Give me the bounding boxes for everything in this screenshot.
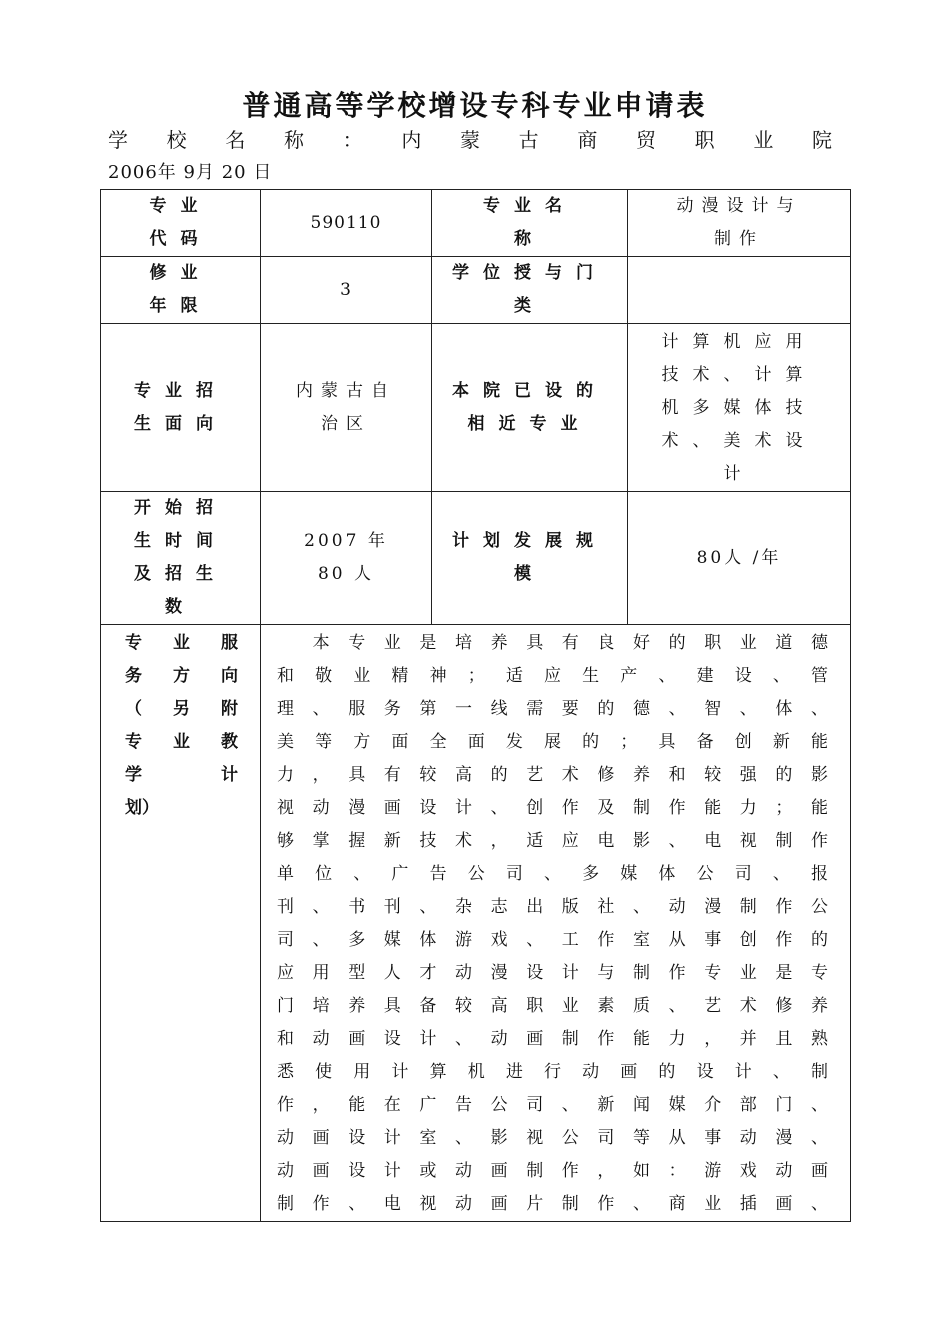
description-line: 够掌握新技术，适应电影、电视制作: [277, 831, 828, 851]
description-line: 和敬业精神；适应生产、建设、管: [277, 666, 828, 686]
value-line: 术、美术设: [661, 431, 817, 451]
value-line: 计: [723, 464, 755, 484]
label-line: 及招生: [134, 564, 227, 584]
start-enrollment-value: [261, 492, 432, 625]
label-line: 专业教: [125, 732, 238, 752]
description-line: 门培养具备较高职业素质、艺术修养: [277, 996, 828, 1016]
value-line: 80 人: [317, 564, 375, 584]
label-line: 计划发展规: [452, 531, 607, 551]
description-line: 单位、广告公司、多媒体公司、报: [277, 864, 828, 884]
label-line: 本院已设的: [452, 380, 607, 401]
description-line: 理、服务第一线需要的德、智、体、: [277, 699, 828, 719]
application-table: [100, 189, 851, 1222]
row-start-enrollment: [101, 492, 851, 625]
label-line: 划）: [125, 798, 159, 818]
label-line: 称: [514, 229, 545, 249]
label-line: 专业: [149, 196, 212, 216]
description-line: 司、多媒体游戏、工作室从事创作的: [277, 930, 828, 950]
description-line: 力，具有较高的艺术修养和较强的影: [277, 765, 828, 785]
major-code-value: 590110: [261, 190, 432, 257]
service-direction-description: [261, 625, 851, 1222]
row-major-code: [101, 190, 851, 257]
label-line: 生时间: [134, 531, 227, 551]
major-name-label: [432, 190, 628, 257]
label-line: 专业招: [134, 380, 227, 401]
label-line: 修业: [149, 263, 212, 283]
enrollment-region-label: [101, 324, 261, 492]
label-line: 数: [165, 597, 196, 617]
row-study-years: [101, 257, 851, 324]
description-line: 和动画设计、动画制作能力，并且熟: [277, 1029, 828, 1049]
description-line: 动画设计或动画制作，如：游戏动画: [277, 1161, 828, 1181]
label-line: 专业名: [483, 196, 576, 216]
row-service-direction: [101, 625, 851, 1222]
label-line: 模: [514, 564, 545, 584]
major-name-value: [628, 190, 851, 257]
description-line: 视动漫画设计、创作及制作能力；能: [277, 798, 828, 818]
date-line: 2006年 9月 20 日: [108, 162, 273, 183]
value-line: 内蒙古自: [296, 380, 396, 401]
value-line: 2007 年: [304, 531, 388, 551]
label-line: 务方向: [125, 666, 238, 686]
label-line: 类: [514, 296, 545, 316]
study-years-label: [101, 257, 261, 324]
description-line: 本专业是培养具有良好的职业道德: [277, 633, 828, 653]
label-line: 专业服: [125, 633, 238, 653]
value-line: 动漫设计与: [676, 196, 802, 216]
label-line: 生面向: [134, 413, 227, 434]
service-direction-label: [101, 625, 261, 1222]
development-plan-label: [432, 492, 628, 625]
description-line: 制作、电视动画片制作、商业插画、: [277, 1194, 828, 1214]
label-line: （另附: [125, 699, 238, 719]
value-line: 治区: [321, 413, 371, 434]
description-line: 作，能在广告公司、新闻媒介部门、: [277, 1095, 828, 1115]
description-line: 应用型人才动漫设计与制作专业是专: [277, 963, 828, 983]
degree-category-label: [432, 257, 628, 324]
label-line: 相近专业: [467, 413, 592, 434]
related-majors-label: [432, 324, 628, 492]
study-years-value: 3: [261, 257, 432, 324]
description-line: 动画设计室、影视公司等从事动漫、: [277, 1128, 828, 1148]
major-code-label: [101, 190, 261, 257]
school-name-line: 学校名称：内蒙古商贸职业院: [108, 128, 832, 152]
label-line: 年限: [149, 296, 212, 316]
value-line: 机多媒体技: [661, 398, 817, 418]
start-enrollment-label: [101, 492, 261, 625]
description-line: 美等方面全面发展的；具备创新能: [277, 732, 828, 752]
row-enrollment-region: [101, 324, 851, 492]
label-line: 学位授与门: [452, 263, 607, 283]
description-line: 悉使用计算机进行动画的设计、制: [277, 1062, 828, 1082]
value-line: 计算机应用: [661, 332, 817, 352]
description-line: 刊、书刊、杂志出版社、动漫制作公: [277, 897, 828, 917]
label-line: 代码: [149, 229, 212, 249]
label-line: 学计: [125, 765, 238, 785]
value-line: 技术、计算: [661, 365, 817, 385]
enrollment-region-value: [261, 324, 432, 492]
related-majors-value: [628, 324, 851, 492]
development-plan-value: 80人 /年: [628, 492, 851, 625]
degree-category-value: [628, 257, 851, 324]
value-line: 制作: [714, 229, 764, 249]
form-title: 普通高等学校增设专科专业申请表: [242, 89, 708, 122]
label-line: 开始招: [134, 498, 227, 518]
